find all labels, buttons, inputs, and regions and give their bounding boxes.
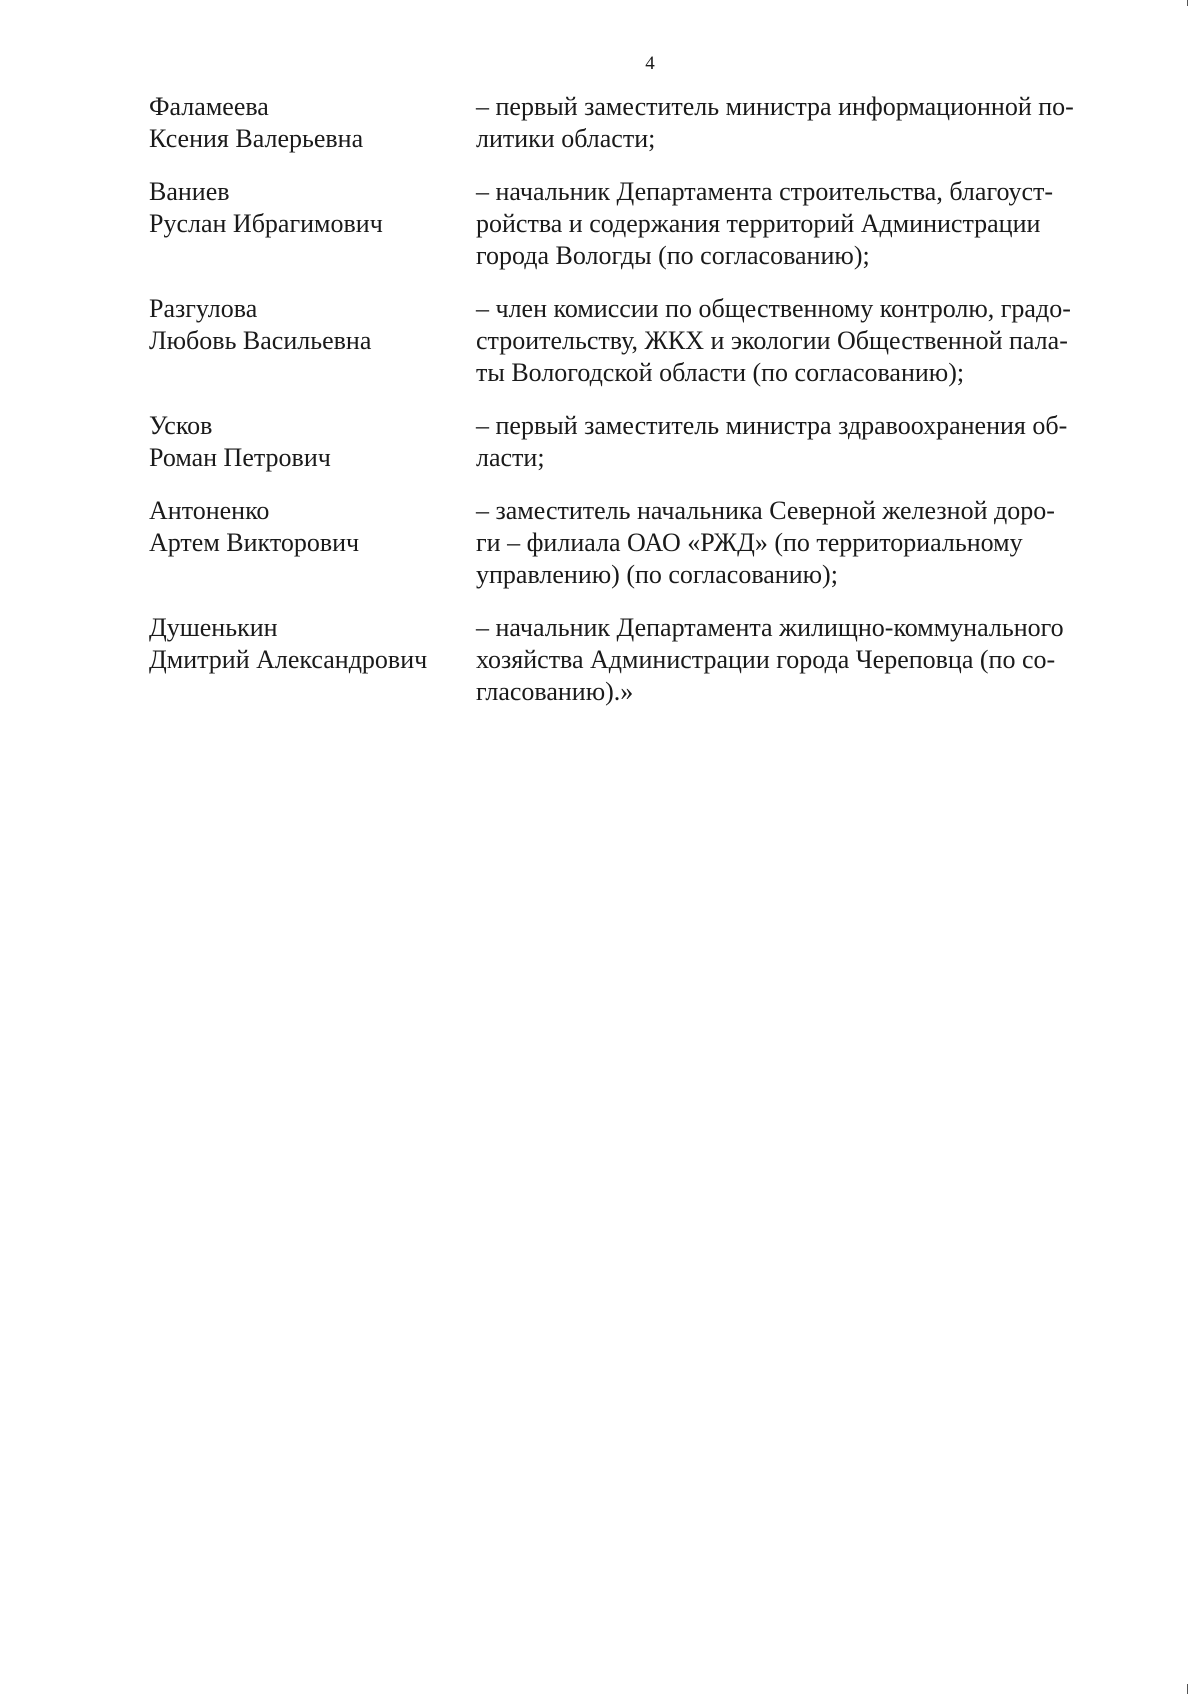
member-role-line: – первый заместитель министра информационной по- [476,92,1074,121]
member-row [149,612,1129,708]
member-given-names: Ксения Валерьевна [149,124,364,153]
member-role-line: гласованию).» [476,677,634,706]
member-role-line: ты Вологодской области (по согласованию); [476,358,965,387]
scan-edge-mark [1187,0,1188,6]
member-role-line: – начальник Департамента строительства, благоуст- [476,177,1054,206]
member-row [149,176,1129,272]
members-list [149,91,1129,708]
member-role-line: – первый заместитель министра здравоохранения об- [476,411,1068,440]
member-row [149,91,1129,155]
member-row [149,410,1129,474]
member-role-line: ласти; [476,443,545,472]
member-name [149,410,476,474]
scan-edge-mark [1187,1684,1188,1694]
member-given-names: Дмитрий Александрович [149,645,428,674]
member-name [149,495,476,559]
member-name [149,91,476,155]
member-surname: Разгулова [149,294,258,323]
member-role-line: ройства и содержания территорий Администрации [476,209,1041,238]
page-number: 4 [645,53,655,74]
member-row [149,293,1129,389]
member-role [476,495,1129,591]
member-given-names: Артем Викторович [149,528,360,557]
member-role-line: строительству, ЖКХ и экологии Общественной пала- [476,326,1068,355]
member-role [476,91,1129,155]
member-role-line: хозяйства Администрации города Череповца (по со- [476,645,1056,674]
member-name [149,176,476,240]
member-surname: Фаламеева [149,92,269,121]
member-surname: Антоненко [149,496,270,525]
member-surname: Ваниев [149,177,230,206]
member-name [149,293,476,357]
member-role-line: – начальник Департамента жилищно-коммунального [476,613,1064,642]
member-role-line: литики области; [476,124,656,153]
member-role [476,410,1129,474]
member-given-names: Любовь Васильевна [149,326,372,355]
member-role-line: ги – филиала ОАО «РЖД» (по территориальному [476,528,1023,557]
member-row [149,495,1129,591]
member-role-line: управлению) (по согласованию); [476,560,838,589]
member-role-line: – заместитель начальника Северной железной доро- [476,496,1055,525]
member-role [476,176,1129,272]
member-role-line: – член комиссии по общественному контролю, градо- [476,294,1071,323]
member-role [476,293,1129,389]
member-surname: Усков [149,411,213,440]
member-given-names: Руслан Ибрагимович [149,209,383,238]
member-name [149,612,476,676]
member-role-line: города Вологды (по согласованию); [476,241,870,270]
member-given-names: Роман Петрович [149,443,331,472]
member-role [476,612,1129,708]
member-surname: Душенькин [149,613,278,642]
